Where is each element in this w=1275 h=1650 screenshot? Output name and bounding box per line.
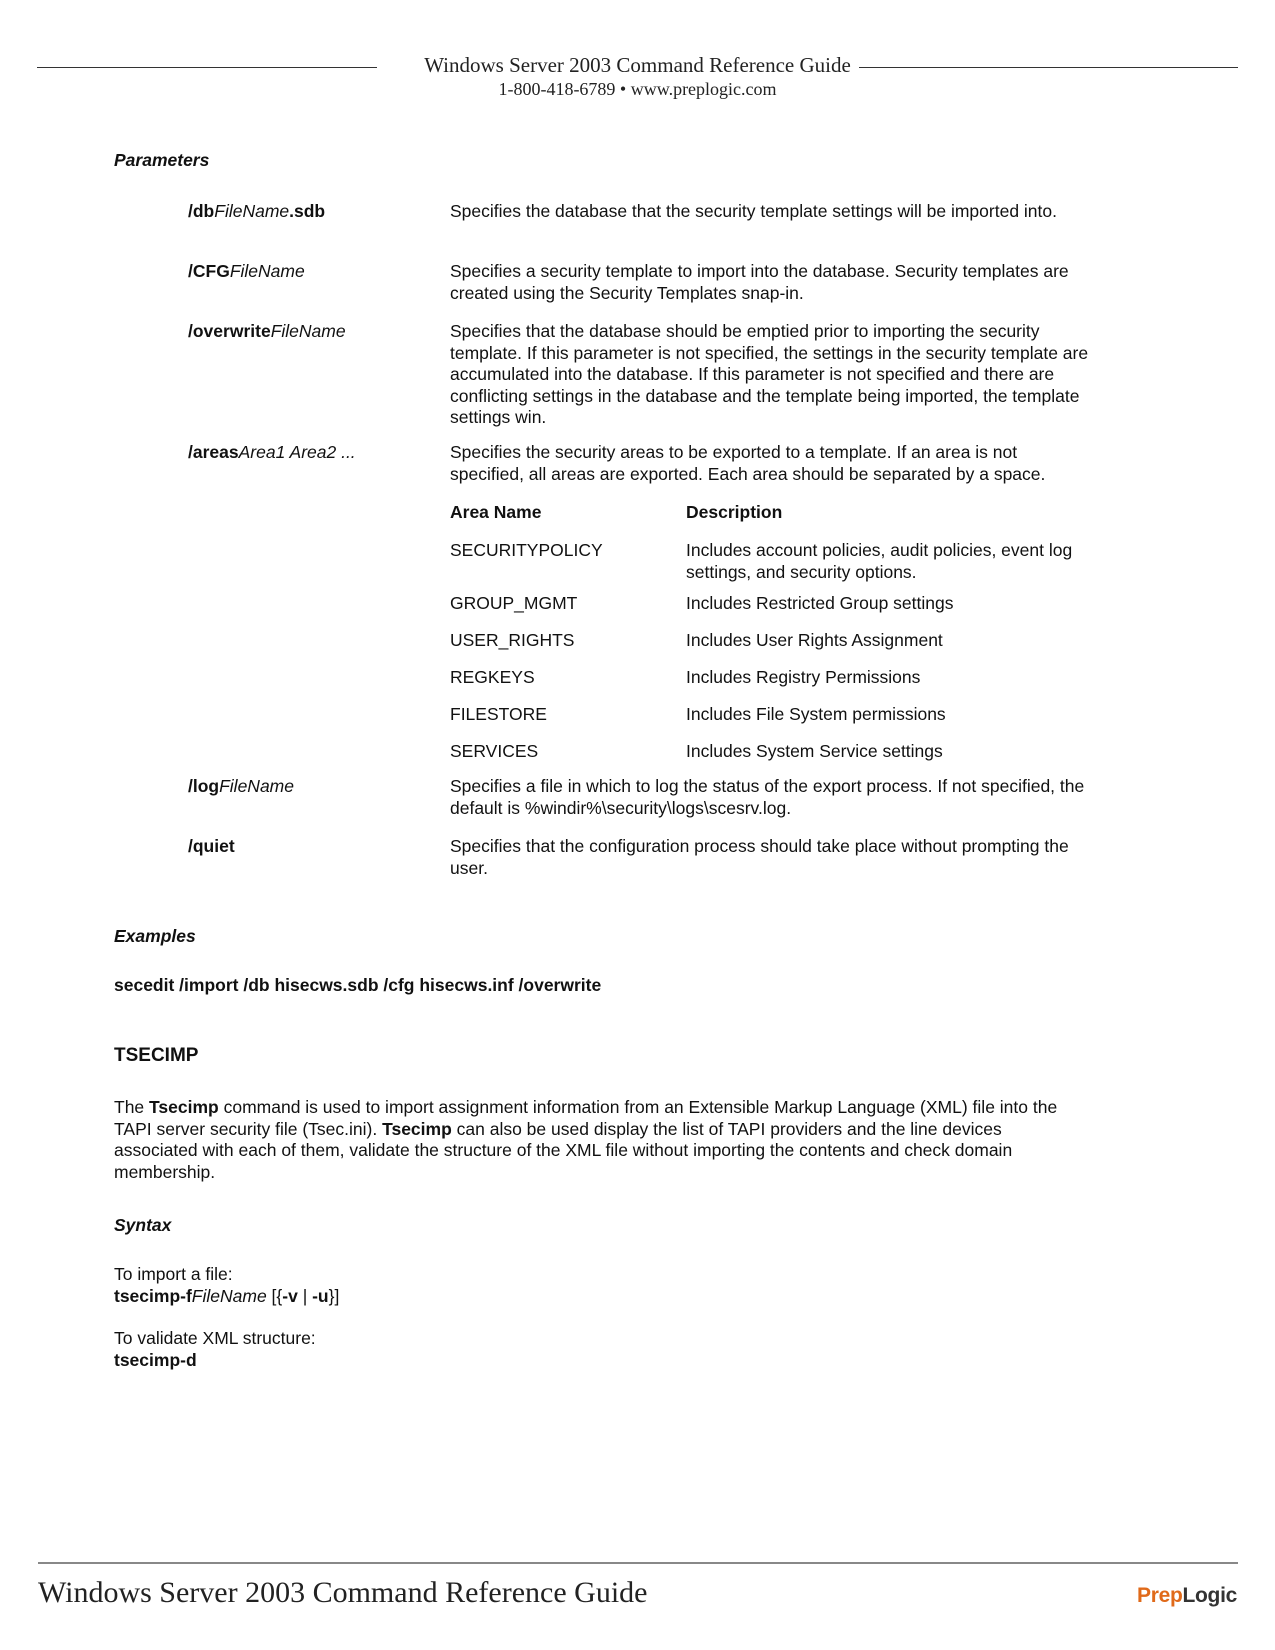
tsecimp-heading: TSECIMP	[114, 1045, 199, 1066]
area-row-desc: Includes Registry Permissions	[686, 667, 921, 687]
param-db: /dbFileName.sdb	[188, 201, 326, 221]
param-overwrite-desc: Specifies that the database should be emptied prior to importing the security template. If this parameter is not specified, the settings in the security template are accumulated into the database. If this parameter is not specified and there are conflicting settings in the database and the template being imported, the template settings win.	[450, 321, 1089, 427]
areas-header-name: Area Name	[450, 502, 542, 522]
param-areas: /areasArea1 Area2 ...	[188, 442, 356, 462]
import-syntax: tsecimp-fFileName [{-v | -u}]	[114, 1286, 340, 1306]
param-log: /logFileName	[188, 776, 294, 796]
param-quiet-desc: Specifies that the configuration process should take place without prompting the user.	[450, 836, 1069, 878]
param-cfg-desc: Specifies a security template to import into the database. Security templates are created using the Security Templates snap-in.	[450, 261, 1069, 303]
area-row-desc: Includes account policies, audit policies, event log settings, and security options.	[686, 540, 1073, 582]
parameters-heading: Parameters	[114, 150, 210, 170]
area-row-desc: Includes File System permissions	[686, 704, 946, 724]
areas-header-desc: Description	[686, 502, 783, 522]
example-command: secedit /import /db hisecws.sdb /cfg hisecws.inf /overwrite	[114, 975, 602, 995]
param-log-desc: Specifies a file in which to log the status of the export process. If not specified, the default is %windir%\security\logs\scesrv.log.	[450, 776, 1085, 818]
area-row-name: GROUP_MGMT	[450, 593, 578, 613]
validate-syntax: tsecimp-d	[114, 1350, 197, 1370]
param-areas-desc: Specifies the security areas to be exported to a template. If an area is not specified, all areas are exported. Each area should be separated by a space.	[450, 442, 1046, 484]
header-title: Windows Server 2003 Command Reference Guide	[0, 53, 1275, 78]
area-row-desc: Includes System Service settings	[686, 741, 943, 761]
area-row-desc: Includes Restricted Group settings	[686, 593, 954, 613]
area-row-name: REGKEYS	[450, 667, 535, 687]
validate-label: To validate XML structure:	[114, 1328, 316, 1348]
area-row-name: SERVICES	[450, 741, 539, 761]
examples-heading: Examples	[114, 926, 196, 946]
area-row-desc: Includes User Rights Assignment	[686, 630, 943, 650]
preplogic-logo: PrepLogic	[1137, 1584, 1237, 1607]
footer-rule	[38, 1562, 1238, 1564]
import-label: To import a file:	[114, 1264, 233, 1284]
param-quiet: /quiet	[188, 836, 235, 856]
syntax-heading: Syntax	[114, 1215, 172, 1235]
param-overwrite: /overwriteFileName	[188, 321, 346, 341]
area-row-name: SECURITYPOLICY	[450, 540, 603, 560]
tsecimp-intro: The Tsecimp command is used to import assignment information from an Extensible Markup Language (XML) file into the TAPI server security file (Tsec.ini). Tsecimp can also be used display the list of TAPI providers and the line devices associated with each of them, validate the structure of the XML file without importing the contents and check domain membership.	[114, 1097, 1058, 1182]
param-cfg: /CFGFileName	[188, 261, 305, 281]
footer-title: Windows Server 2003 Command Reference Guide	[38, 1576, 648, 1609]
area-row-name: USER_RIGHTS	[450, 630, 575, 650]
header-contact: 1-800-418-6789 • www.preplogic.com	[498, 79, 777, 99]
area-row-name: FILESTORE	[450, 704, 547, 724]
param-db-desc: Specifies the database that the security template settings will be imported into.	[450, 201, 1057, 221]
